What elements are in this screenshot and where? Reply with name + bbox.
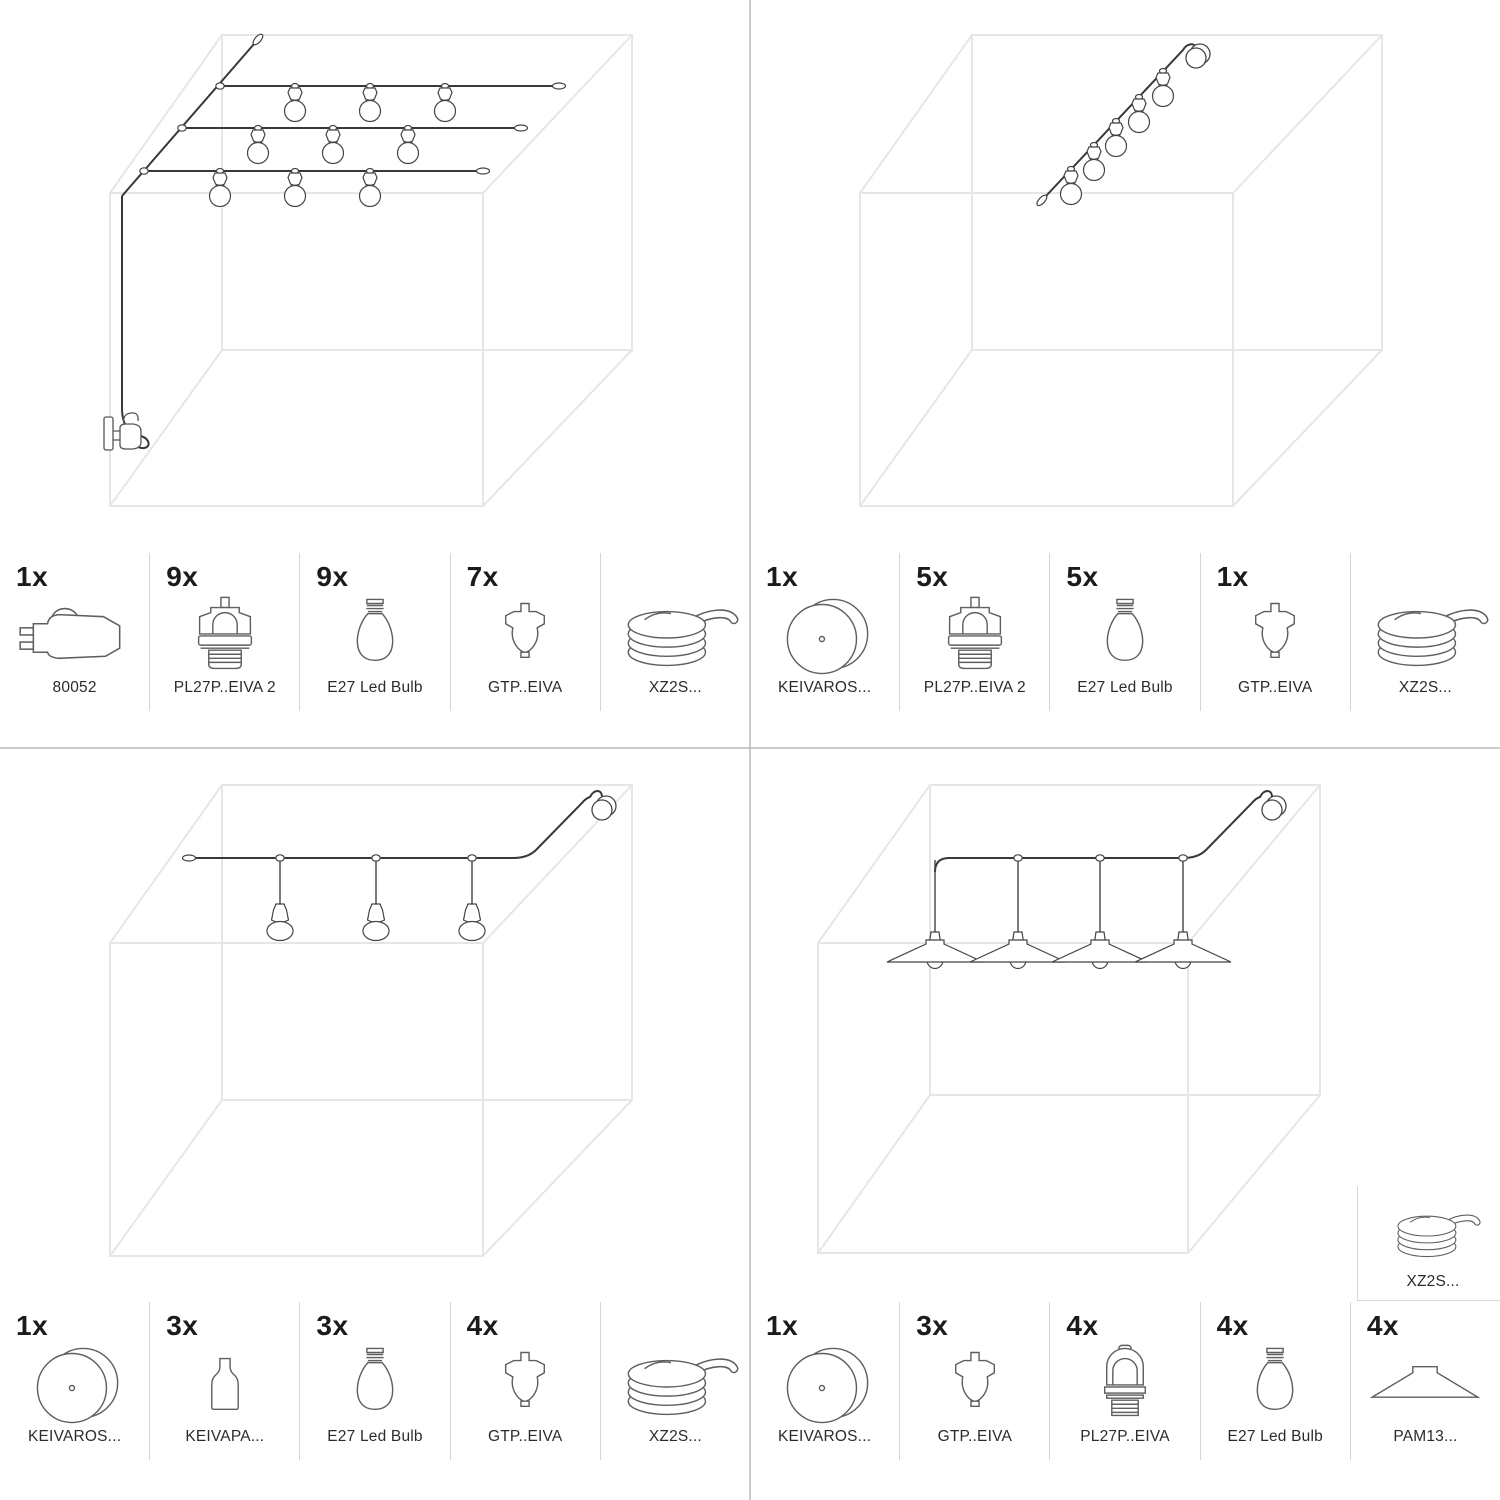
lamp-holder-icon [909, 594, 1041, 682]
part-count: 4x [1366, 1310, 1399, 1341]
cable-gland [178, 125, 186, 131]
pendant-lampshade [1135, 860, 1231, 969]
cable-coil-icon [609, 594, 741, 682]
part-cell [150, 553, 300, 711]
cable-coil-icon [1359, 594, 1491, 682]
cable-eyelet [515, 125, 528, 131]
part-count: 1x [16, 1310, 49, 1341]
part-count: 1x [16, 561, 49, 592]
string-bulb [1084, 143, 1105, 181]
part-label: KEIVAROS... [777, 679, 872, 696]
cube-wireframe [860, 35, 1382, 506]
part-count: 3x [316, 1310, 349, 1341]
part-label: E27 Led Bulb [1077, 679, 1173, 696]
ceiling-rose-icon [759, 594, 891, 682]
string-bulb [248, 126, 269, 164]
part-count: 3x [166, 1310, 199, 1341]
part-cell [900, 553, 1050, 711]
pendant-cable [195, 791, 602, 858]
part-label: PAM13... [1393, 1428, 1458, 1445]
plug-icon [9, 594, 141, 682]
part-label: XZ2S... [1398, 679, 1452, 696]
part-count: 1x [1216, 561, 1249, 592]
bulb-icon [1209, 1343, 1341, 1431]
cable-eyelet [477, 168, 490, 174]
part-cell [451, 1302, 601, 1460]
part-count: 9x [316, 561, 349, 592]
parts-list-top-right [750, 553, 1500, 711]
pendant-bulb [363, 860, 389, 941]
part-label: PL27P..EIVA 2 [173, 679, 276, 696]
part-label: E27 Led Bulb [1227, 1428, 1323, 1445]
part-cell [1358, 1186, 1500, 1300]
part-label: XZ2S... [648, 679, 702, 696]
parts-list-bottom-right [750, 1302, 1500, 1460]
parts-list-top-left [0, 553, 750, 711]
ceiling-rose [592, 796, 616, 820]
part-cell [601, 1302, 750, 1460]
pendant-bulb [267, 860, 293, 941]
part-cell [1201, 1302, 1351, 1460]
part-cell [451, 553, 601, 711]
part-label: PL27P..EIVA [1080, 1428, 1170, 1445]
dome-holder-icon [1059, 1343, 1191, 1431]
part-label: GTP..EIVA [487, 679, 563, 696]
part-label: XZ2S... [1406, 1273, 1460, 1290]
string-bulb [210, 169, 231, 207]
bulb-icon [1059, 594, 1191, 682]
cable-eyelet [553, 83, 566, 89]
part-label: GTP..EIVA [487, 1428, 563, 1445]
pendant-lampshade [887, 860, 983, 969]
string-bulb [285, 169, 306, 207]
string-bulb [435, 84, 456, 122]
string-bulb [360, 169, 381, 207]
string-bulb [1061, 167, 1082, 205]
part-count: 4x [1066, 1310, 1099, 1341]
lampshade-icon [1359, 1343, 1491, 1431]
string-bulb [360, 84, 381, 122]
cable-coil-icon [609, 1343, 741, 1431]
bulb-icon [309, 1343, 441, 1431]
cable-gland-icon [459, 1343, 591, 1431]
part-count: 4x [466, 1310, 499, 1341]
part-label: XZ2S... [648, 1428, 702, 1445]
part-label: 80052 [52, 679, 97, 696]
part-count: 7x [466, 561, 499, 592]
part-label: GTP..EIVA [1237, 679, 1313, 696]
part-label: KEIVAPA... [185, 1428, 265, 1445]
ceiling-rose-icon [9, 1343, 141, 1431]
part-cell [1351, 553, 1500, 711]
cable-gland [1179, 855, 1187, 861]
part-cell [750, 1302, 900, 1460]
cable-gland-icon [459, 594, 591, 682]
part-cell [601, 553, 750, 711]
part-count: 5x [1066, 561, 1099, 592]
cable-gland-icon [909, 1343, 1041, 1431]
part-cell [0, 553, 150, 711]
scene-bottom-right [818, 785, 1320, 1253]
string-bulb [1153, 69, 1174, 107]
bulb-icon [309, 594, 441, 682]
part-cell [150, 1302, 300, 1460]
scene-bottom-left [110, 785, 632, 1256]
string-light-cables [122, 44, 553, 448]
extra-part-box [1357, 1186, 1500, 1301]
cable-gland [276, 855, 284, 861]
string-bulb [1106, 119, 1127, 157]
pendant-bulb [459, 860, 485, 941]
part-count: 4x [1216, 1310, 1249, 1341]
part-label: KEIVAROS... [27, 1428, 122, 1445]
part-label: E27 Led Bulb [327, 1428, 423, 1445]
part-cell [900, 1302, 1050, 1460]
part-cell [1351, 1302, 1500, 1460]
lamp-holder-icon [159, 594, 291, 682]
cable-gland [372, 855, 380, 861]
part-count: 3x [916, 1310, 949, 1341]
part-label: PL27P..EIVA 2 [923, 679, 1026, 696]
cable-gland-icon [1209, 594, 1341, 682]
part-count: 9x [166, 561, 199, 592]
string-bulb [1129, 95, 1150, 133]
cable-eyelet [183, 855, 196, 861]
pendant-lampshade [970, 860, 1066, 969]
cable-gland [140, 168, 148, 174]
cable-gland [1096, 855, 1104, 861]
ceiling-rose-icon [759, 1343, 891, 1431]
cable-gland [1014, 855, 1022, 861]
pendant-lampshade [1052, 860, 1148, 969]
part-cell [1050, 553, 1200, 711]
parts-list-bottom-left [0, 1302, 750, 1460]
cable-gland [468, 855, 476, 861]
part-cell [1050, 1302, 1200, 1460]
cube-wireframe [818, 785, 1320, 1253]
cable-coil-icon [1381, 1204, 1485, 1268]
part-cell [0, 1302, 150, 1460]
part-cell [300, 553, 450, 711]
part-label: GTP..EIVA [937, 1428, 1013, 1445]
ceiling-rose [1186, 44, 1210, 68]
ceiling-rose [1262, 796, 1286, 820]
cable-eyelet [1035, 194, 1048, 208]
scene-top-left [104, 33, 632, 506]
part-cell [300, 1302, 450, 1460]
bottle-holder-icon [159, 1343, 291, 1431]
part-cell [1201, 553, 1351, 711]
part-cell [750, 553, 900, 711]
string-bulb [398, 126, 419, 164]
part-count: 1x [766, 1310, 799, 1341]
string-bulb [323, 126, 344, 164]
part-label: KEIVAROS... [777, 1428, 872, 1445]
part-count: 5x [916, 561, 949, 592]
cable-gland [216, 83, 224, 89]
string-bulb [285, 84, 306, 122]
part-count: 1x [766, 561, 799, 592]
part-label: E27 Led Bulb [327, 679, 423, 696]
scene-top-right [860, 35, 1382, 506]
